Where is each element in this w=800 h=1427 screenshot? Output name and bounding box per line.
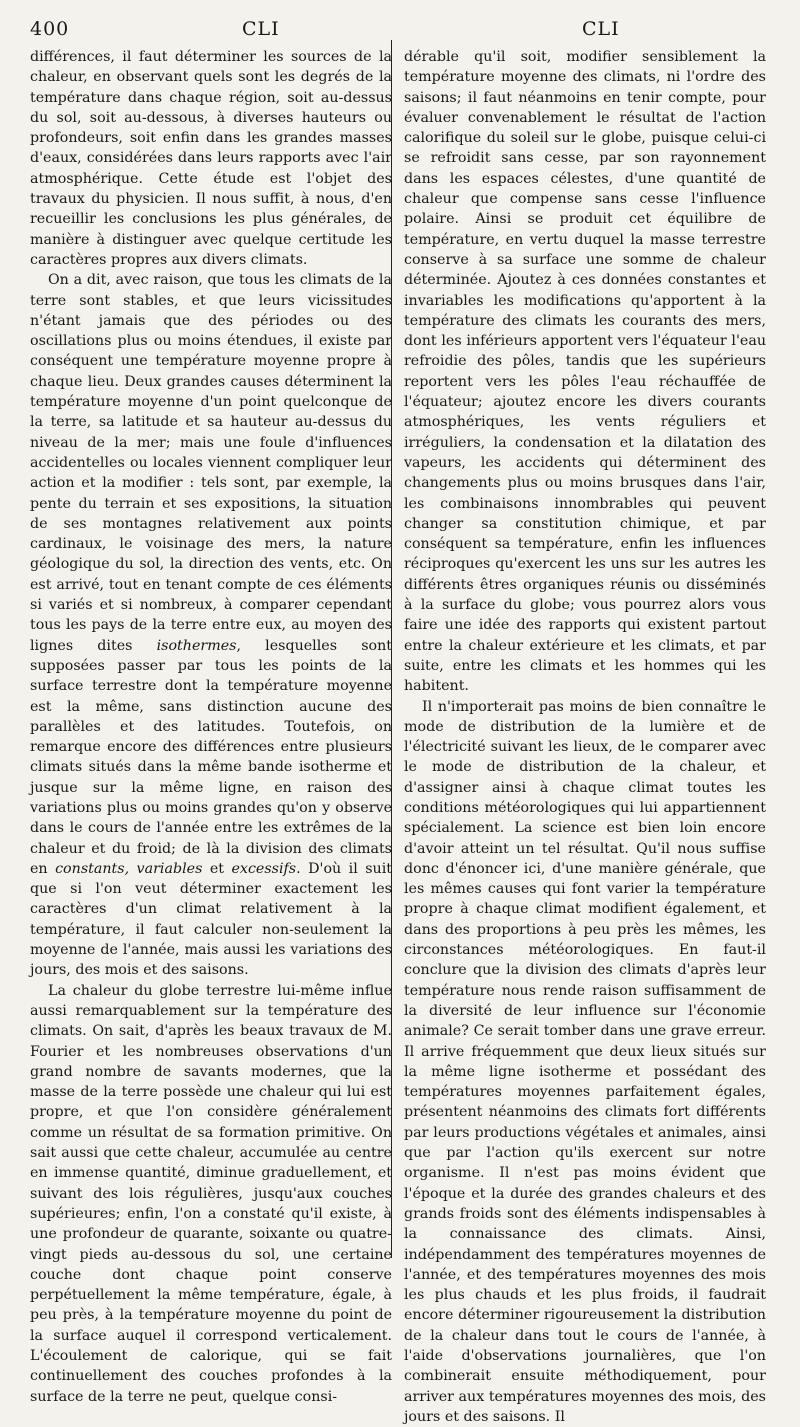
paragraph-lumiere-electricite: Il n'importerait pas moins de bien connaître le mode de distribution de la lumière et de l'électricité suivant les lieux, de le comparer avec le mode de distribution de la chaleur, et d'assigner ainsi à chaque climat toutes les conditions météorologiques qui lui appartiennent spécialement. La science est bien loin encore d'avoir atteint un tel résultat. Qu'il nous suffise donc d'énoncer ici, d'une manière générale, que les mêmes causes qui font varier la température propre à chaque climat modifient également, et dans des proportions à peu près les mêmes, les circonstances météorologiques. En faut-il conclure que la division des climats d'après leur température nous rende raison suffisamment de la diversité de leur influence sur l'économie animale? Ce serait tomber dans une grave erreur. Il arrive fréquemment que deux lieux situés sur la même ligne isotherme et possédant des températures moyennes parfaitement égales, présentent néanmoins des climats fort différents par leurs productions végétales et animales, ainsi que par l'action qu'ils exercent sur notre organisme. Il n'est pas moins évident que l'époque et la durée des grandes chaleurs et des grands froids sont des éléments indispensables à la connaissance des climats. Ainsi, indépendamment des températures moyennes de l'année, et des températures moyennes des mois les plus chauds et les plus froids, il faudrait encore déterminer rigoureusement la distribution de la chaleur dans tout le cours de l'année, à l'aide d'observations journalières, que l'on combinerait ensuite méthodiquement, pour arriver aux températures moyennes des mois, des jours et des saisons. Il (404, 697, 766, 1427)
paragraph-continued: dérable qu'il soit, modifier sensiblement la température moyenne des climats, ni l'ordre des saisons; il faut néanmoins en tenir compte, pour évaluer convenablement le résultat de l'action calorifique du soleil sur le globe, puisque celui-ci se refroidit sans cesse, par son rayonnement dans les espaces célestes, d'une quantité de chaleur que compense sans cesse l'influence polaire. Ainsi se produit cet équilibre de température, en vertu duquel la masse terrestre conserve à sa surface une somme de chaleur déterminée. Ajoutez à ces données constantes et invariables les modifications qu'apportent à la température des climats les courants des mers, dont les inférieurs apportent vers l'équateur l'eau refroidie des pôles, tandis que les supérieurs reportent vers les pôles l'eau réchauffée de l'équateur; ajoutez encore les divers courants atmosphériques, les vents réguliers et irréguliers, la condensation et la dilatation des vapeurs, les accidents qui déterminent des changements plus ou moins brusques dans l'air, les combinaisons innombrables qui peuvent changer sa constitution chimique, et par conséquent sa température, enfin les influences réciproques qu'exercent les uns sur les autres les différents êtres organiques réunis ou disséminés à la surface du globe; vous pourrez alors vous faire une idée des rapports qui existent partout entre la chaleur extérieure et les climats, et par suite, entre les climats et les hommes qui les habitent. (404, 47, 766, 697)
text-run: , lesquelles sont supposées passer par tous les points de la surface terrestre dont la température moyenne est la même, sans distinction aucune des parallèles et des latitudes. Toutefois, on remarque encore des différences entre plusieurs climats situés dans la même bande isotherme et jusque sur la même ligne, en raison des variations plus ou moins grandes qu'on y observe dans le cours de l'année entre les extrêmes de la chaleur et du froid; de là la division des climats en (30, 638, 392, 877)
left-column (30, 47, 392, 1407)
page-header (30, 18, 778, 44)
running-head-right: CLI (582, 18, 620, 40)
italic-term: constants, variables (55, 861, 202, 877)
paragraph-continued: différences, il faut déterminer les sources de la chaleur, en observant quels sont les degrés de la température dans chaque région, soit au-dessus du sol, soit au-dessous, à diverses hauteurs ou profondeurs, soit enfin dans les grandes masses d'eaux, considérées dans leurs rapports avec l'air atmosphérique. Cette étude est l'objet des travaux du physicien. Il nous suffit, à nous, d'en recueillir les conclusions les plus générales, de manière à distinguer avec quelque certitude les caractères propres aux divers climats. (30, 47, 392, 270)
paragraph-chaleur-du-globe: La chaleur du globe terrestre lui-même influe aussi remarquablement sur la température des climats. On sait, d'après les beaux travaux de M. Fourier et les nombreuses observations d'un grand nombre de savants modernes, que la masse de la terre possède une chaleur qui lui est propre, et que l'on considère généralement comme un résultat de sa formation primitive. On sait aussi que cette chaleur, accumulée au centre en immense quantité, diminue graduellement, et suivant des lois régulières, jusqu'aux couches supérieures; enfin, l'on a constaté qu'il existe, à une profondeur de quarante, soixante ou quatre-vingt pieds au-dessous du sol, une certaine couche dont chaque point conserve perpétuellement la même température, égale, à peu près, à la température moyenne du point de la surface auquel il correspond verticalement. L'écoulement de calorique, qui se fait continuellement des couches profondes à la surface de la terre ne peut, quelque consi- (30, 981, 392, 1407)
right-column (404, 47, 766, 1427)
text-run: On a dit, avec raison, que tous les climats de la terre sont stables, et que leurs vicissitudes n'étant jamais que des périodes ou des oscillations plus ou moins étendues, il existe par conséquent une température moyenne propre à chaque lieu. Deux grandes causes déterminent la température moyenne d'un point quelconque de la terre, sa latitude et sa hauteur au-dessus du niveau de la mer; mais une foule d'influences accidentelles ou locales viennent compliquer leur action et la modifier : tels sont, par exemple, la pente du terrain et ses expositions, la situation de ses montagnes relativement aux points cardinaux, le voisinage des mers, la nature géologique du sol, la direction des vents, etc. On est arrivé, tout en tenant compte de ces éléments si variés et si nombreux, à comparer cependant tous les pays de la terre entre eux, au moyen des lignes dites (30, 272, 392, 653)
italic-term: isothermes (157, 638, 237, 654)
paragraph-climats-stables (30, 270, 392, 980)
page-number: 400 (30, 18, 69, 40)
italic-term: excessifs (231, 861, 296, 877)
running-head-left: CLI (242, 18, 280, 40)
text-run: et (202, 861, 231, 877)
text-run: . D'où il suit que si l'on veut déterminer exactement les caractères d'un climat relativement à la température, il faut calculer non-seulement la moyenne de l'année, mais aussi les variations des jours, des mois et des saisons. (30, 861, 392, 978)
